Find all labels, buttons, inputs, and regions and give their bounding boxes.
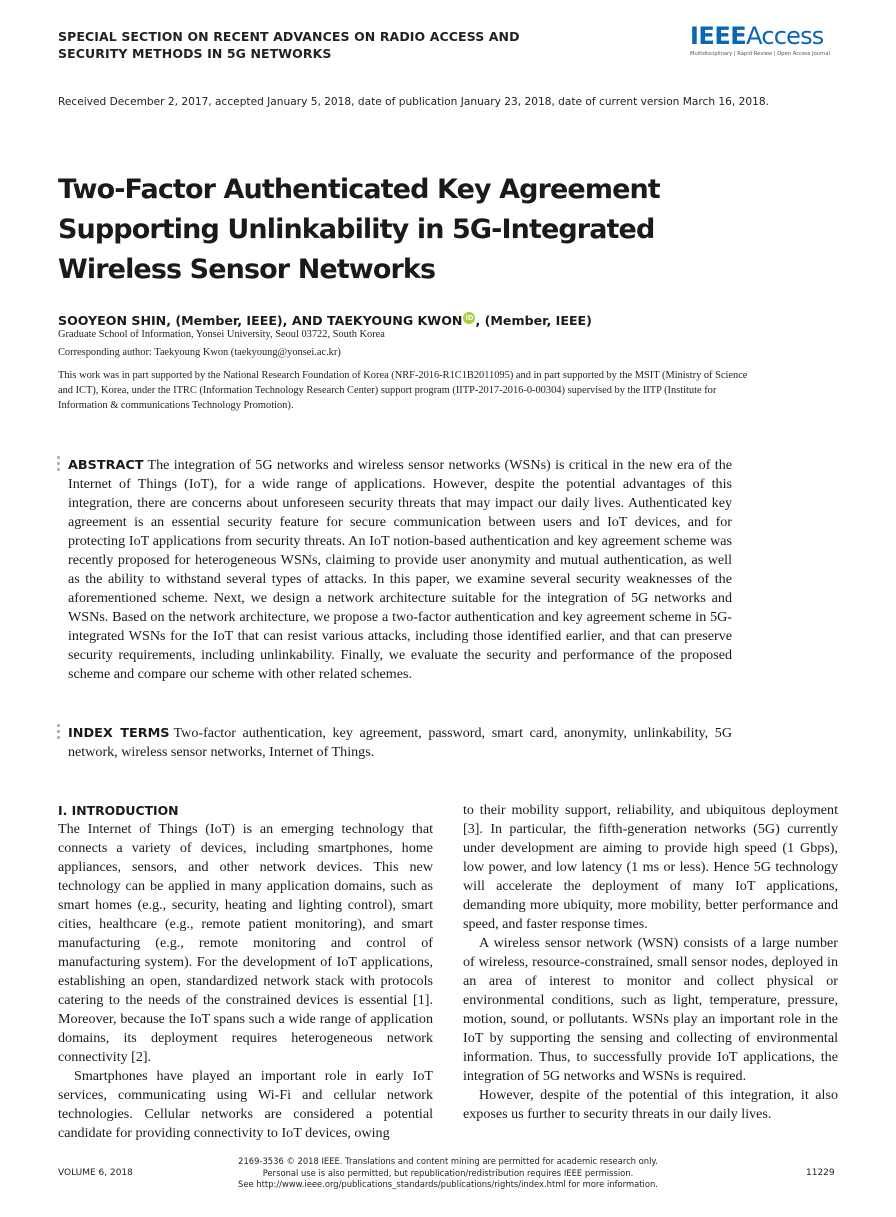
section-title-line-2: SECURITY METHODS IN 5G NETWORKS (58, 46, 332, 61)
logo-access-text: Access (746, 22, 824, 50)
index-terms-label: INDEX TERMS (68, 726, 170, 741)
index-terms-text: Two-factor authentication, key agreement, password, smart card, anonymity, unlinkability, 5G network, wireless sensor networks, Internet of Things. (68, 725, 732, 760)
logo-tagline: Multidisciplinary | Rapid Review | Open Access Journal (690, 51, 831, 57)
copyright-line-3: See http://www.ieee.org/publications_standards/publications/rights/index.html for more information. (238, 1179, 658, 1189)
abstract-text: The integration of 5G networks and wireless sensor networks (WSNs) is critical in the new era of the Internet of Things (IoT), for a wide range of applications. However, despite the potential advantages of this integration, there are concerns about unforeseen security threats that may impact our daily lives. Authenticated key agreement is an essential security feature for secure communication between users and IoT devices, and for protecting IoT applications from security threats. An IoT notion-based authentication and key agreement scheme was recently proposed for heterogeneous WSNs, claiming to provide user anonymity and mutual authentication, as well as the ability to withstand several types of attacks. In this paper, we examine several security weaknesses of the aforementioned scheme. Next, we design a network architecture suitable for the integration of 5G networks and WSNs. Based on the network architecture, we propose a two-factor authentication and key agreement scheme in 5G-integrated WSNs for the IoT that can resist various attacks, including those identified earlier, and that can preserve security requirements, including unlinkability. Finally, we evaluate the security and performance of the proposed scheme and compare our scheme with other related schemes. (68, 457, 732, 682)
corresponding-author: Corresponding author: Taekyoung Kwon (taekyoung@yonsei.ac.kr) (58, 347, 341, 358)
copyright-line-1: 2169-3536 © 2018 IEEE. Translations and content mining are permitted for academic research only. (238, 1156, 658, 1166)
funding-note: This work was in part supported by the National Research Foundation of Korea (NRF-2016-R1C1B2011095) and in part supported by the MSIT (Ministry of Science and ICT), Korea, under the ITRC (Information Technology Research Center) support program (IITP-2017-2016-0-00304) supervised by the IITP (Institute for Information & communications Technology Promotion). (58, 370, 748, 411)
intro-paragraph-2-continued: to their mobility support, reliability, and ubiquitous deployment [3]. In particular, the fifth-generation networks (5G) currently under development are aiming to provide high speed (1 Gbps), low power, and low latency (1 ms or less). Hence 5G technology will accelerate the deployment of many IoT applications, demanding more ubiquity, more mobility, better performance and speed, and faster response times. (463, 802, 838, 932)
copyright-line-2: Personal use is also permitted, but republication/redistribution requires IEEE permission. (262, 1167, 634, 1178)
index-terms-dot-rail (57, 724, 61, 742)
section-title-line-1: SPECIAL SECTION ON RECENT ADVANCES ON RADIO ACCESS AND (58, 29, 520, 44)
abstract-label: ABSTRACT (68, 458, 144, 473)
abstract-dot-rail (57, 456, 61, 474)
section-heading-introduction: I. INTRODUCTION (58, 803, 179, 818)
intro-paragraph-1: The Internet of Things (IoT) is an emerging technology that connects a variety of devices, including smartphones, home appliances, sensors, and other network devices. This new technology can be applied in many application domains, such as smart homes (e.g., security, heating and lighting control), smart cities, healthcare (e.g., remote patient monitoring), and smart manufacturing (e.g., remote monitoring and control of manufacturing system). For the development of IoT applications, establishing an open, standardized network stack with protocols catering to the needs of the constrained devices is essential [1]. Moreover, because the IoT spans such a wide range of application domains, its deployment requires heterogeneous network connectivity [2]. (58, 821, 433, 1065)
footer-volume: VOLUME 6, 2018 (58, 1168, 133, 1178)
copyright-notice (180, 1156, 716, 1191)
index-terms (68, 724, 732, 762)
orcid-icon[interactable]: iD (465, 314, 474, 322)
paper-title: Two-Factor Authenticated Key Agreement Supporting Unlinkability in 5G-Integrated Wireless Sensor Networks (58, 174, 660, 285)
footer-page-number: 11229 (806, 1168, 835, 1178)
authors-names: SOOYEON SHIN, (Member, IEEE), AND TAEKYOUNG KWON (58, 313, 463, 329)
intro-paragraph-4: However, despite of the potential of this integration, it also exposes us further to security threats in our daily lives. (463, 1087, 838, 1122)
right-column (463, 801, 838, 1124)
received-dates: Received December 2, 2017, accepted January 5, 2018, date of publication January 23, 2018, date of current version March 16, 2018. (58, 96, 769, 108)
running-header-section (58, 28, 578, 62)
intro-paragraph-2: Smartphones have played an important role in early IoT services, communicating using Wi-Fi and cellular network technologies. Cellular networks are considered a potential candidate for providing connectivity to IoT devices, owing (58, 1068, 433, 1141)
affiliation: Graduate School of Information, Yonsei University, Seoul 03722, South Korea (58, 329, 385, 340)
authors-membership: , (Member, IEEE) (475, 313, 592, 329)
intro-paragraph-3: A wireless sensor network (WSN) consists of a large number of wireless, resource-constrained, small sensor nodes, deployed in an area of interest to monitor and collect physical or environmental conditions, such as light, temperature, pressure, motion, sound, or pollutants. WSNs play an important role in the IoT by supporting the sensing and collecting of environmental information. Thus, to successfully provide IoT applications, the integration of 5G networks and WSNs is required. (463, 935, 838, 1084)
left-column (58, 801, 433, 1143)
ieee-access-logo (690, 22, 840, 57)
author-line (58, 312, 818, 328)
abstract (68, 456, 732, 684)
logo-ieee-text: IEEE (690, 22, 747, 50)
